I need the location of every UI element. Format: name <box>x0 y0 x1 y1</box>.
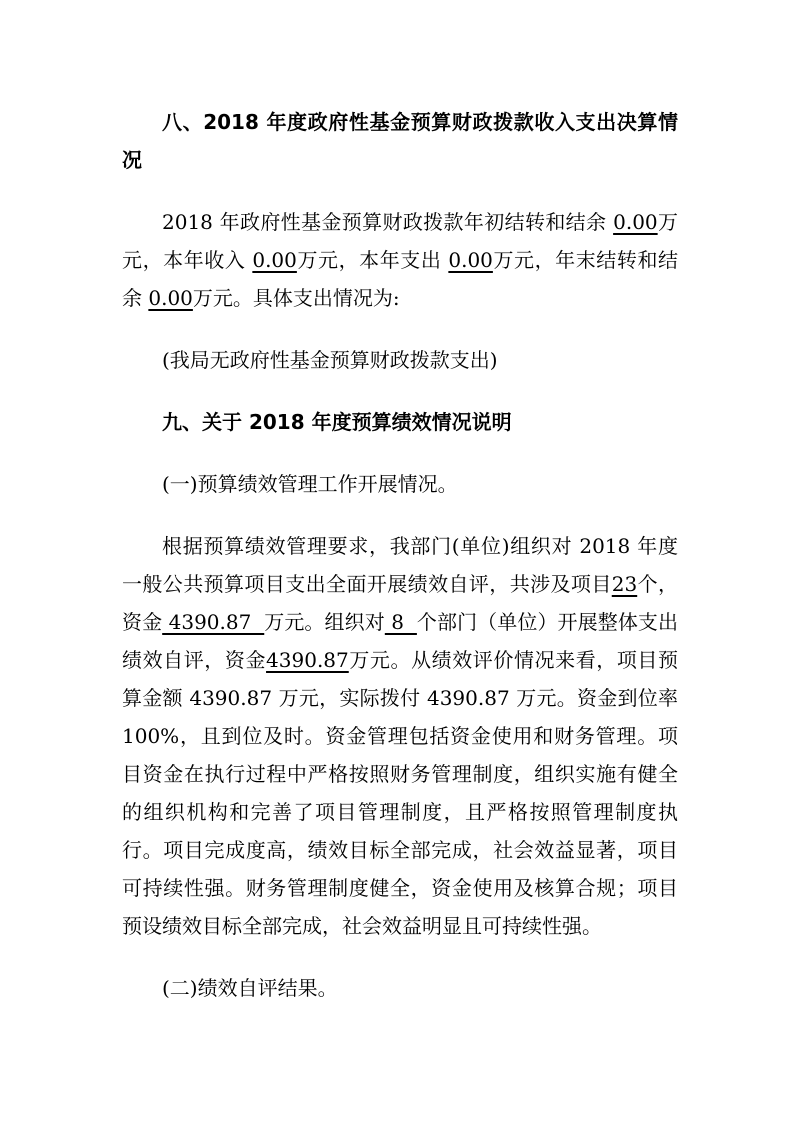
text-run: 个部门（单位）开展整体支出绩效自评，资金 <box>122 610 679 672</box>
section-9-heading: 九、关于 2018 年度预算绩效情况说明 <box>162 410 512 434</box>
text-run: 万元，本年收入 <box>122 210 678 272</box>
section-8-heading: 八、2018 年度政府性基金预算财政拨款收入支出决算情况 <box>122 110 678 172</box>
project-count: 23 <box>611 572 638 596</box>
subsection-1-heading: (一)预算绩效管理工作开展情况。 <box>162 472 458 496</box>
text-run: 万元，本年支出 <box>296 248 449 272</box>
text-run: 根据预算绩效管理要求，我部门(单位)组织对 2018 年度一般公共预算项目支出全面开展绩效自评，共涉及项目 <box>122 534 678 596</box>
text-run: 2018 年政府性基金预算财政拨款年初结转和结余 <box>162 210 614 234</box>
department-funds: 4390.87 <box>266 648 349 672</box>
text-run: 个，资金 <box>122 572 679 634</box>
no-expenditure-note: (我局无政府性基金预算财政拨款支出) <box>162 348 498 372</box>
subsection-2-heading: (二)绩效自评结果。 <box>162 976 338 1000</box>
document-body <box>122 103 678 1007</box>
section-8-paragraph <box>122 203 678 317</box>
text-run: 万元。组织对 <box>264 610 385 634</box>
text-run: 万元。具体支出情况为: <box>192 286 400 310</box>
carryover-amount: 0.00 <box>613 210 658 234</box>
project-funds: 4390.87 <box>162 610 265 634</box>
section-9-paragraph <box>122 527 678 945</box>
text-run: 万元。从绩效评价情况来看，项目预算金额 4390.87 万元，实际拨付 4390.87 万元。资金到位率 100%，且到位及时。资金管理包括资金使用和财务管理。项目资金在执行过程中严格按照财务管理制度，组织实施有健全的组织机构和完善了项目管理制度，且严格按照管理制度执行。项目完成度高，绩效目标全部完成，社会效益显著，项目可持续性强。财务管理制度健全，资金使用及核算合规；项目预设绩效目标全部完成，社会效益明显且可持续性强。 <box>122 648 679 938</box>
expenditure-amount: 0.00 <box>448 248 493 272</box>
income-amount: 0.00 <box>252 248 297 272</box>
department-count: 8 <box>384 610 417 634</box>
text-run: 万元，年末结转和结余 <box>122 248 679 310</box>
year-end-balance-amount: 0.00 <box>148 286 193 310</box>
